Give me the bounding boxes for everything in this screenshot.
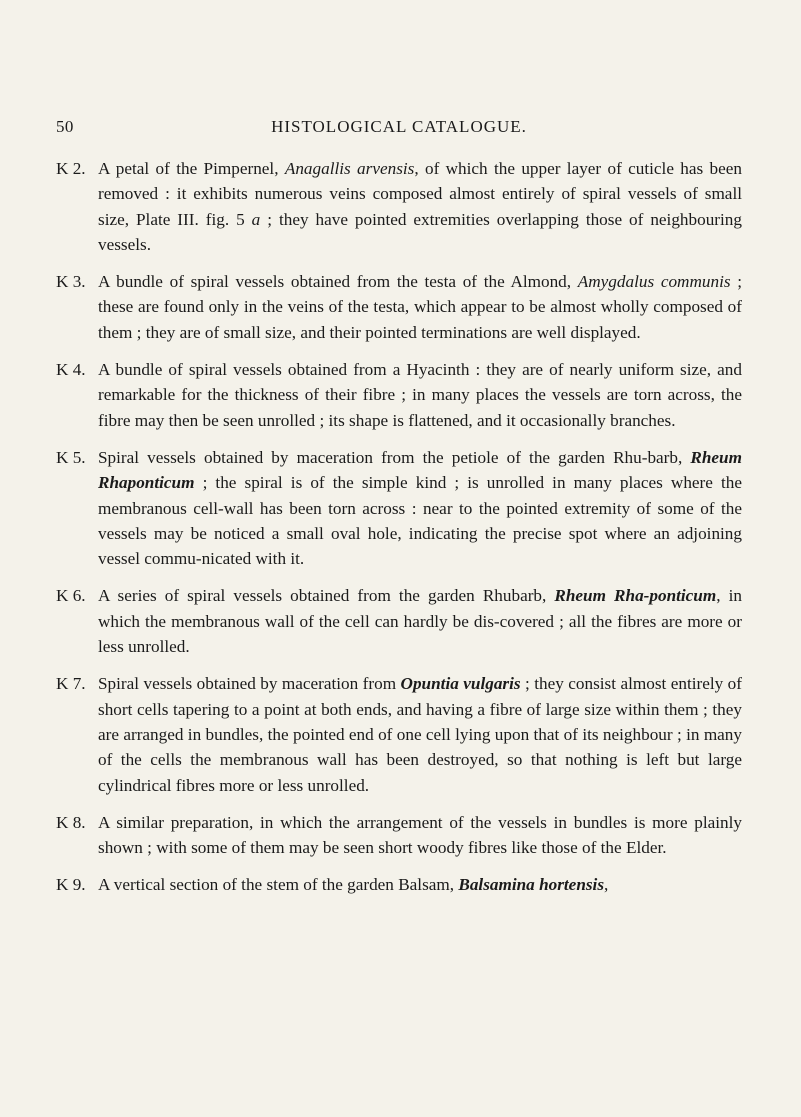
entry-text-segment: ,	[604, 875, 609, 895]
entry-text-segment: A bundle of spiral vessels obtained from a Hyacinth : they are of nearly uniform size, and remarkable for the thickness of their fibre ; in many places the vessels are torn across, the fibre may then be seen unrolled ; its shape is flattened, and it occasionally branches.	[98, 360, 742, 430]
catalogue-entry-k8	[56, 810, 742, 861]
entry-text	[98, 810, 742, 861]
entry-text-segment: A similar preparation, in which the arrangement of the vessels in bundles is more plainly shown ; with some of them may be seen short woody fibres like those of the Elder.	[98, 812, 742, 858]
entry-label: K 9.	[56, 875, 86, 895]
running-title: HISTOLOGICAL CATALOGUE.	[271, 117, 527, 136]
entry-text-segment: , in which the membranous wall of the cell can hardly be dis-covered ; all the fibres are more or less unrolled.	[98, 586, 742, 657]
entry-text	[98, 583, 742, 659]
catalogue-entry-k3	[56, 269, 742, 345]
entry-text-segment: ; the spiral is of the simple kind ; is unrolled in many places where the membranous cell-wall has been torn across : near to the pointed extremity of some of the vessels may be noticed a small oval hole, indicating the precise spot where an adjoining vessel commu-nicated with it.	[98, 473, 742, 569]
entry-text	[98, 671, 742, 797]
species-name: Opuntia vulgaris	[400, 674, 521, 694]
entry-label: K 5.	[56, 447, 86, 467]
entry-label: K 4.	[56, 360, 86, 380]
catalogue-entry-k6	[56, 583, 742, 659]
catalogue-entry-k9	[56, 872, 742, 897]
entry-label: K 6.	[56, 586, 86, 606]
entry-text	[98, 872, 742, 897]
figure-letter: a	[251, 209, 261, 229]
entry-text-segment: A vertical section of the stem of the garden Balsam,	[98, 875, 459, 895]
species-name: Balsamina hortensis	[458, 875, 605, 895]
species-name: Amygdalus communis	[577, 272, 731, 292]
entry-text-segment: ; they have pointed extremities overlapping those of neighbouring vessels.	[98, 209, 742, 254]
page-header	[56, 117, 742, 141]
entry-text-segment: ; these are found only in the veins of the testa, which appear to be almost wholly composed of them ; they are of small size, and their pointed terminations are well displayed.	[98, 272, 742, 342]
species-name: Rheum Rhaponticum	[98, 447, 742, 493]
species-name: Anagallis arvensis	[284, 159, 415, 178]
entry-text-segment: A bundle of spiral vessels obtained from the testa of the Almond,	[98, 272, 578, 292]
catalogue-entry-k2	[56, 156, 742, 257]
entry-text	[98, 156, 742, 257]
catalogue-entries	[56, 156, 742, 910]
entry-label: K 7.	[56, 674, 86, 694]
entry-text-segment: A petal of the Pimpernel,	[98, 159, 285, 178]
entry-label: K 2.	[56, 159, 86, 178]
entry-text	[98, 445, 742, 571]
catalogue-entry-k5	[56, 445, 742, 571]
entry-text-segment: ; they consist almost entirely of short cells tapering to a point at both ends, and having a fibre of large size within them ; they are arranged in bundles, the pointed end of one cell lying upon that of its neighbour ; in many of the cells the membranous wall has been destroyed, so that nothing is left but large cylindrical fibres more or less unrolled.	[98, 674, 742, 795]
entry-label: K 3.	[56, 272, 86, 292]
catalogue-entry-k4	[56, 357, 742, 433]
species-name: Rheum Rha-ponticum	[554, 586, 717, 606]
entry-text	[98, 357, 742, 433]
entry-text-segment: Spiral vessels obtained by maceration from	[98, 674, 401, 694]
entry-text-segment: , of which the upper layer of cuticle has been removed : it exhibits numerous veins composed almost entirely of spiral vessels of small size, Plate III. fig. 5	[98, 159, 742, 229]
entry-label: K 8.	[56, 812, 86, 832]
entry-text-segment: A series of spiral vessels obtained from the garden Rhubarb,	[98, 586, 555, 606]
entry-text-segment: Spiral vessels obtained by maceration from the petiole of the garden Rhu-barb,	[98, 447, 691, 467]
page-number: 50	[56, 117, 74, 136]
catalogue-entry-k7	[56, 671, 742, 797]
entry-text	[98, 269, 742, 345]
